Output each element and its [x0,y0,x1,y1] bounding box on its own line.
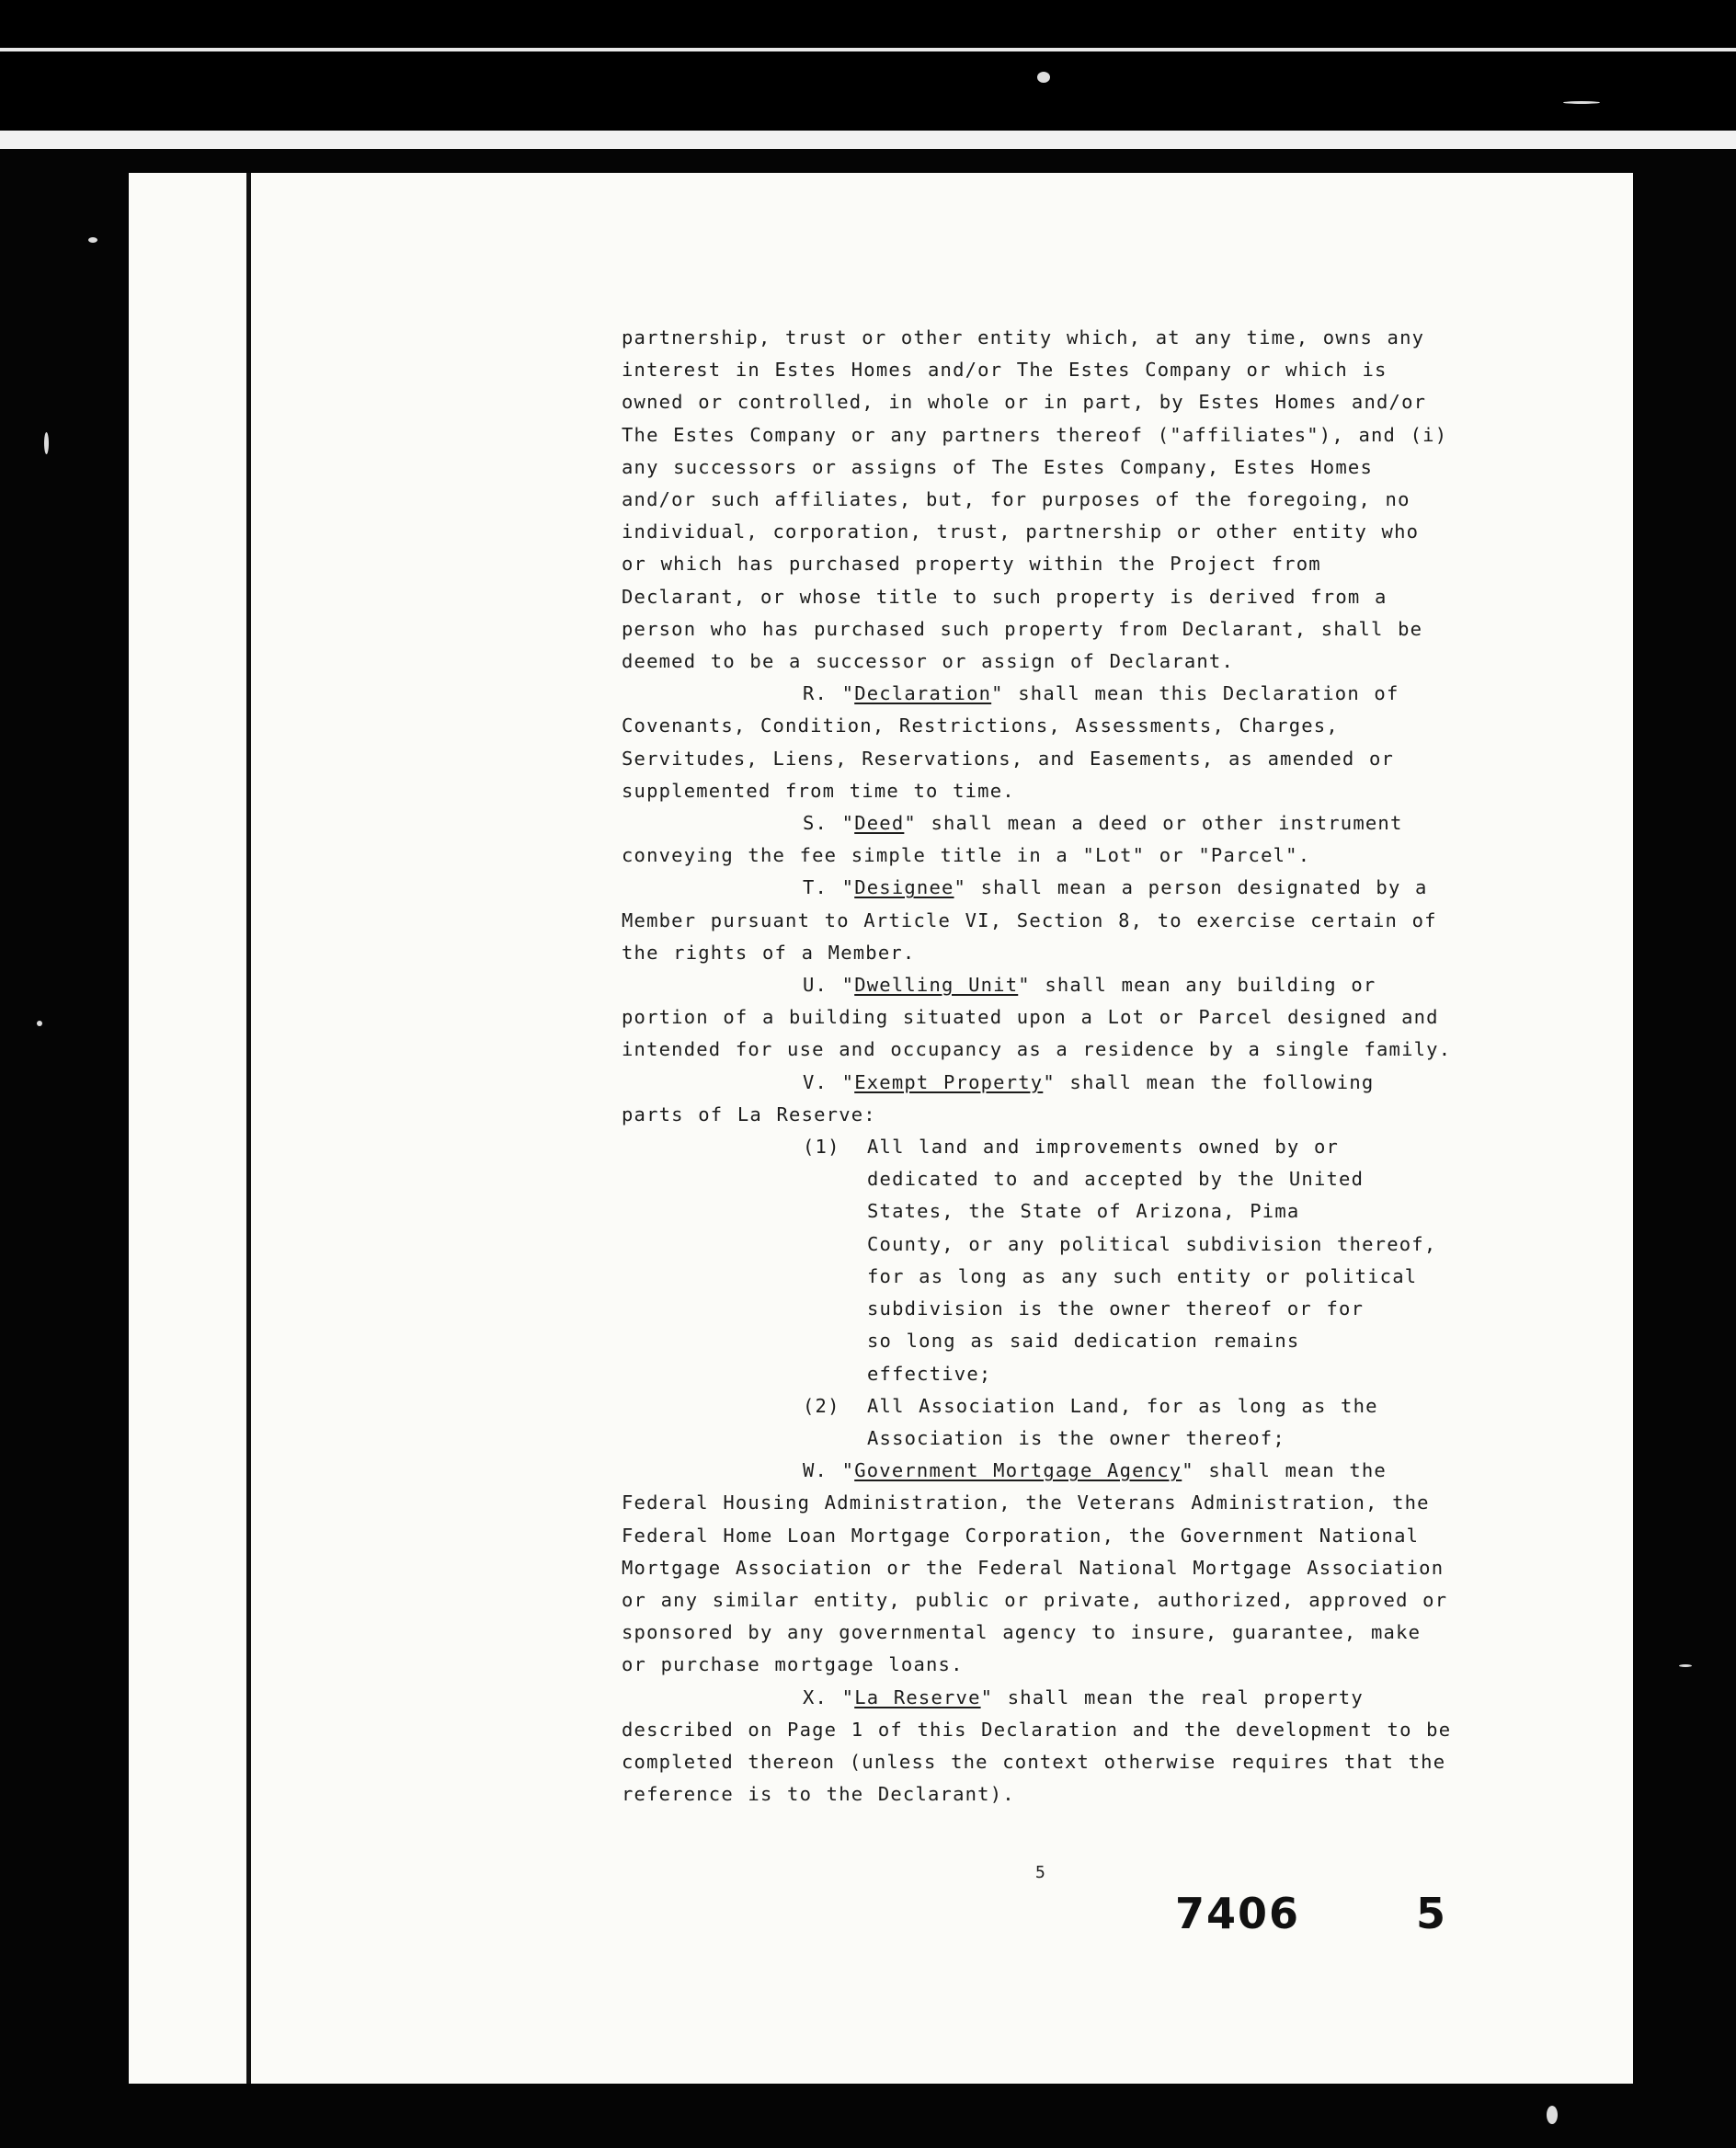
margin-rule [246,173,251,2087]
text-line: All Association Land, for as long as the [867,1394,1378,1417]
text-line: States, the State of Arizona, Pima [867,1200,1300,1223]
definition-text: " shall mean a deed or other instrument [904,812,1403,835]
definition-text: " shall mean the real property [980,1685,1364,1708]
scan-speck [1679,1664,1692,1667]
definition-letter: U. [803,974,828,997]
text-line: Servitudes, Liens, Reservations, and Easements, as amended or [622,747,1395,770]
text-line: Federal Home Loan Mortgage Corporation, the Government National [622,1524,1420,1547]
text-line: interest in Estes Homes and/or The Estes Company or which is [622,359,1388,382]
definition-dwelling-unit: U. "Dwelling Unit" shall mean any building or portion of a building situated upon a Lot or Parcel designed and intended for use and occupancy as a residence by a single family. [622,969,1486,1067]
text-line: the rights of a Member. [622,941,916,964]
text-line: or which has purchased property within the Project from [622,553,1321,576]
definition-la-reserve: X. "La Reserve" shall mean the real property described on Page 1 of this Declaration and the development to be completed thereon (unless the context otherwise requires that the reference is to the Declarant). [622,1682,1486,1811]
exempt-item-2 [622,1390,1486,1455]
text-line: Covenants, Condition, Restrictions, Assessments, Charges, [622,714,1339,737]
definition-text: " shall mean any building or [1018,974,1376,997]
scan-bottom-border [0,2084,1736,2148]
text-line: Mortgage Association or the Federal National Mortgage Association [622,1556,1445,1579]
definition-exempt-property: V. "Exempt Property" shall mean the following parts of La Reserve: (1) All land and improvements owned by or dedicated to and accepted by the United States, the State of Arizona, Pima County, or any political subdivision thereof, for as long as any such entity or political subdivision is the owner thereof or for so long as said dedication remains effective; (2) All Association Land, for as long as the Association is the owner thereof; [622,1067,1486,1455]
definition-letter: T. [803,876,828,899]
definition-term: La Reserve [854,1685,981,1708]
page-number: 5 [1035,1863,1045,1882]
document-body [622,322,1486,1811]
text-line: intended for use and occupancy as a residence by a single family. [622,1038,1452,1061]
scan-speck [37,1021,42,1026]
opening-paragraph [622,322,1486,678]
definition-declaration: R. "Declaration" shall mean this Declaration of Covenants, Condition, Restrictions, Assessments, Charges, Servitudes, Liens, Reservations, and Easements, as amended or supplemented from time to time. [622,678,1486,807]
definition-text: " shall mean a person designated by a [954,876,1428,899]
scan-top-line [0,48,1736,51]
text-line: for as long as any such entity or political [867,1264,1418,1287]
text-line: partnership, trust or other entity which, at any time, owns any [622,326,1425,348]
scan-top-border [0,0,1736,147]
definition-designee: T. "Designee" shall mean a person designated by a Member pursuant to Article VI, Section 8, to exercise certain of the rights of a Member. [622,872,1486,969]
definition-letter: V. [803,1070,828,1093]
definition-letter: R. [803,682,828,705]
definition-deed: S. "Deed" shall mean a deed or other instrument conveying the fee simple title in a "Lot" or "Parcel". [622,807,1486,872]
text-line: reference is to the Declarant). [622,1783,1015,1806]
text-line: subdivision is the owner thereof or for [867,1297,1365,1320]
text-line: effective; [867,1362,992,1385]
scan-speck [88,237,97,243]
text-line: completed thereon (unless the context otherwise requires that the [622,1750,1446,1773]
definition-term: Deed [854,812,905,835]
exempt-item-1 [622,1131,1486,1390]
definition-term: Dwelling Unit [854,974,1019,997]
text-line: described on Page 1 of this Declaration and the development to be [622,1718,1452,1741]
text-line: or any similar entity, public or private, authorized, approved or [622,1588,1448,1611]
text-line: person who has purchased such property from Declarant, shall be [622,617,1423,640]
recording-stamp-number: 7406 [1175,1889,1301,1938]
scan-speck [1547,2106,1558,2124]
definition-government-mortgage-agency: W. "Government Mortgage Agency" shall mean the Federal Housing Administration, the Veterans Administration, the Federal Home Loan Mortgage Corporation, the Government National Mortgage Association or the Federal National Mortgage Association or any similar entity, public or private, authorized, approved or sponsored by any governmental agency to insure, guarantee, make or purchase mortgage loans. [622,1455,1486,1681]
list-number: (1) [803,1136,840,1159]
text-line: or purchase mortgage loans. [622,1653,964,1676]
recording-stamp-page: 5 [1416,1889,1446,1938]
text-line: Member pursuant to Article VI, Section 8, to exercise certain of [622,908,1437,931]
text-line: deemed to be a successor or assign of Declarant. [622,650,1235,673]
text-line: The Estes Company or any partners thereof ("affiliates"), and (i) [622,423,1448,446]
text-line: County, or any political subdivision thereof, [867,1232,1437,1255]
definition-text: " shall mean the [1182,1459,1387,1482]
text-line: Federal Housing Administration, the Veterans Administration, the [622,1491,1430,1514]
scan-speck [1563,101,1600,104]
text-line: any successors or assigns of The Estes Company, Estes Homes [622,455,1373,478]
scan-speck [44,432,49,454]
definition-letter: S. [803,812,828,835]
text-line: sponsored by any governmental agency to insure, guarantee, make [622,1621,1422,1644]
list-number: (2) [803,1394,840,1417]
definition-term: Designee [854,876,954,899]
scan-white-band [0,131,1736,149]
definition-term: Declaration [854,682,992,705]
definition-letter: X. [803,1685,828,1708]
definition-term: Exempt Property [854,1070,1044,1093]
definition-letter: W. [803,1459,828,1482]
text-line: supplemented from time to time. [622,779,1015,802]
text-line: so long as said dedication remains [867,1330,1300,1353]
text-line: Association is the owner thereof; [867,1426,1285,1449]
definition-term: Government Mortgage Agency [854,1459,1182,1482]
text-line: All land and improvements owned by or [867,1136,1340,1159]
text-line: dedicated to and accepted by the United [867,1168,1365,1191]
definition-text: " shall mean the following [1043,1070,1375,1093]
text-line: and/or such affiliates, but, for purposes of the foregoing, no [622,488,1410,511]
scan-speck [1037,72,1050,83]
text-line: Declarant, or whose title to such property is derived from a [622,585,1388,608]
definition-text: " shall mean this Declaration of [991,682,1399,705]
text-line: portion of a building situated upon a Lot or Parcel designed and [622,1006,1439,1029]
text-line: parts of La Reserve: [622,1103,876,1125]
text-line: owned or controlled, in whole or in part, by Estes Homes and/or [622,391,1427,414]
text-line: conveying the fee simple title in a "Lot" or "Parcel". [622,844,1311,867]
text-line: individual, corporation, trust, partnership or other entity who [622,520,1420,543]
